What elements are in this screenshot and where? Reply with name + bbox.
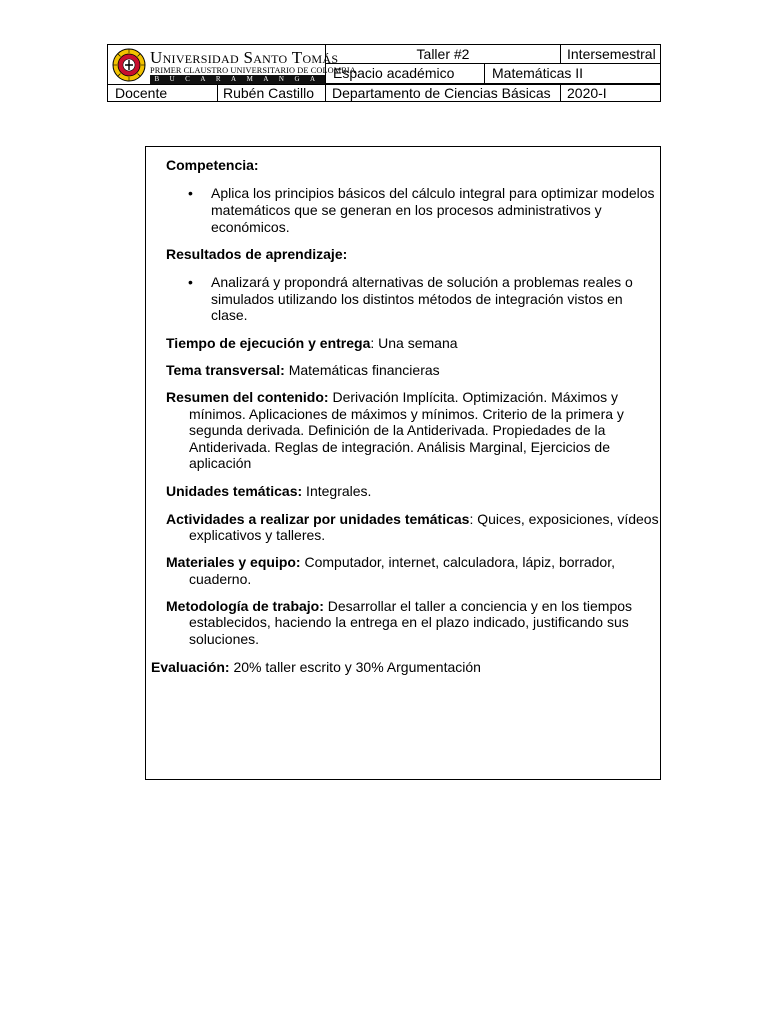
unidades-label: Unidades temáticas:: [166, 483, 303, 499]
tiempo-entrega: [166, 335, 458, 352]
tema-label: Tema transversal:: [166, 362, 285, 378]
university-logo: [107, 44, 356, 85]
materiales-first-line: Computador, internet, calculadora, lápiz, borrador,: [300, 554, 615, 570]
docente-value-cell: [217, 84, 326, 102]
evaluacion-value: 20% taller escrito y 30% Argumentación: [229, 659, 481, 675]
espacio-label: Espacio académico: [333, 65, 455, 81]
periodo: 2020-I: [567, 85, 607, 101]
metodologia-label: Metodología de trabajo:: [166, 598, 324, 614]
unidades-value: Integrales.: [302, 483, 372, 499]
resultados-line: simulados utilizando los distintos métodos de integración vistos en: [211, 291, 623, 307]
bullet-icon: •: [188, 185, 193, 201]
docente-label: Docente: [115, 85, 168, 101]
competencia-line: matemáticos que se generan en los procesos administrativos y: [211, 202, 602, 218]
university-seal-icon: [112, 47, 146, 83]
actividades-first-line: : Quices, exposiciones, vídeos: [469, 511, 659, 527]
metodologia-line: soluciones.: [189, 631, 260, 647]
espacio-value-cell: [484, 63, 661, 84]
metodologia-first-line: Desarrollar el taller a conciencia y en los tiempos: [323, 598, 633, 614]
resumen-line: Antiderivada. Reglas de integración. Análisis Marginal, Ejercicios de: [189, 439, 610, 455]
materiales-line: cuaderno.: [189, 571, 252, 587]
resumen-first-line: Derivación Implícita. Optimización. Máximos y: [328, 389, 618, 405]
materiales-label: Materiales y equipo:: [166, 554, 301, 570]
docente-value: Rubén Castillo: [223, 85, 315, 101]
university-name: Universidad Santo Tomás: [150, 48, 339, 67]
espacio-label-cell: [325, 63, 485, 84]
metodologia-line: establecidos, haciendo la entrega en el plazo indicado, justificando sus: [189, 614, 629, 630]
taller-title: Taller #2: [416, 46, 470, 62]
materiales-equipo: [166, 554, 615, 571]
metodologia: [166, 598, 632, 615]
university-subtitle: PRIMER CLAUSTRO UNIVERSITARIO DE COLOMBIA: [150, 66, 356, 75]
tema-value: Matemáticas financieras: [284, 362, 440, 378]
periodo-tipo-cell: [560, 44, 661, 64]
docente-label-cell: [107, 84, 218, 102]
resumen-line: segunda derivada. Definición de la Antiderivada. Propiedades de la: [189, 422, 606, 438]
resultados-line: clase.: [211, 307, 248, 323]
periodo-cell: [560, 84, 661, 102]
actividades-label: Actividades a realizar por unidades temáticas: [166, 511, 470, 527]
tiempo-value: : Una semana: [370, 335, 458, 351]
resultados-heading: Resultados de aprendizaje:: [166, 246, 348, 262]
competencia-line: económicos.: [211, 219, 290, 235]
actividades: [166, 511, 659, 528]
resumen-label: Resumen del contenido:: [166, 389, 329, 405]
tiempo-label: Tiempo de ejecución y entrega: [166, 335, 371, 351]
tema-transversal: [166, 362, 440, 379]
periodo-tipo: Intersemestral: [567, 46, 656, 62]
actividades-line: explicativos y talleres.: [189, 527, 326, 543]
competencia-heading: Competencia:: [166, 157, 259, 173]
university-city: BUCARAMANGA: [150, 75, 326, 84]
resultados-line: Analizará y propondrá alternativas de solución a problemas reales o: [211, 274, 633, 290]
departamento-cell: [325, 84, 561, 102]
resumen-line: mínimos. Aplicaciones de máximos y mínimos. Criterio de la primera y: [189, 406, 624, 422]
bullet-icon: •: [188, 274, 193, 290]
espacio-value: Matemáticas II: [492, 65, 584, 81]
evaluacion-label: Evaluación:: [151, 659, 230, 675]
taller-cell: [325, 44, 561, 64]
evaluacion: [151, 659, 481, 676]
departamento: Departamento de Ciencias Básicas: [332, 85, 551, 101]
resumen-line: aplicación: [189, 455, 252, 471]
resumen-contenido: [166, 389, 618, 406]
unidades-tematicas: [166, 483, 371, 500]
competencia-line: Aplica los principios básicos del cálculo integral para optimizar modelos: [211, 185, 655, 201]
